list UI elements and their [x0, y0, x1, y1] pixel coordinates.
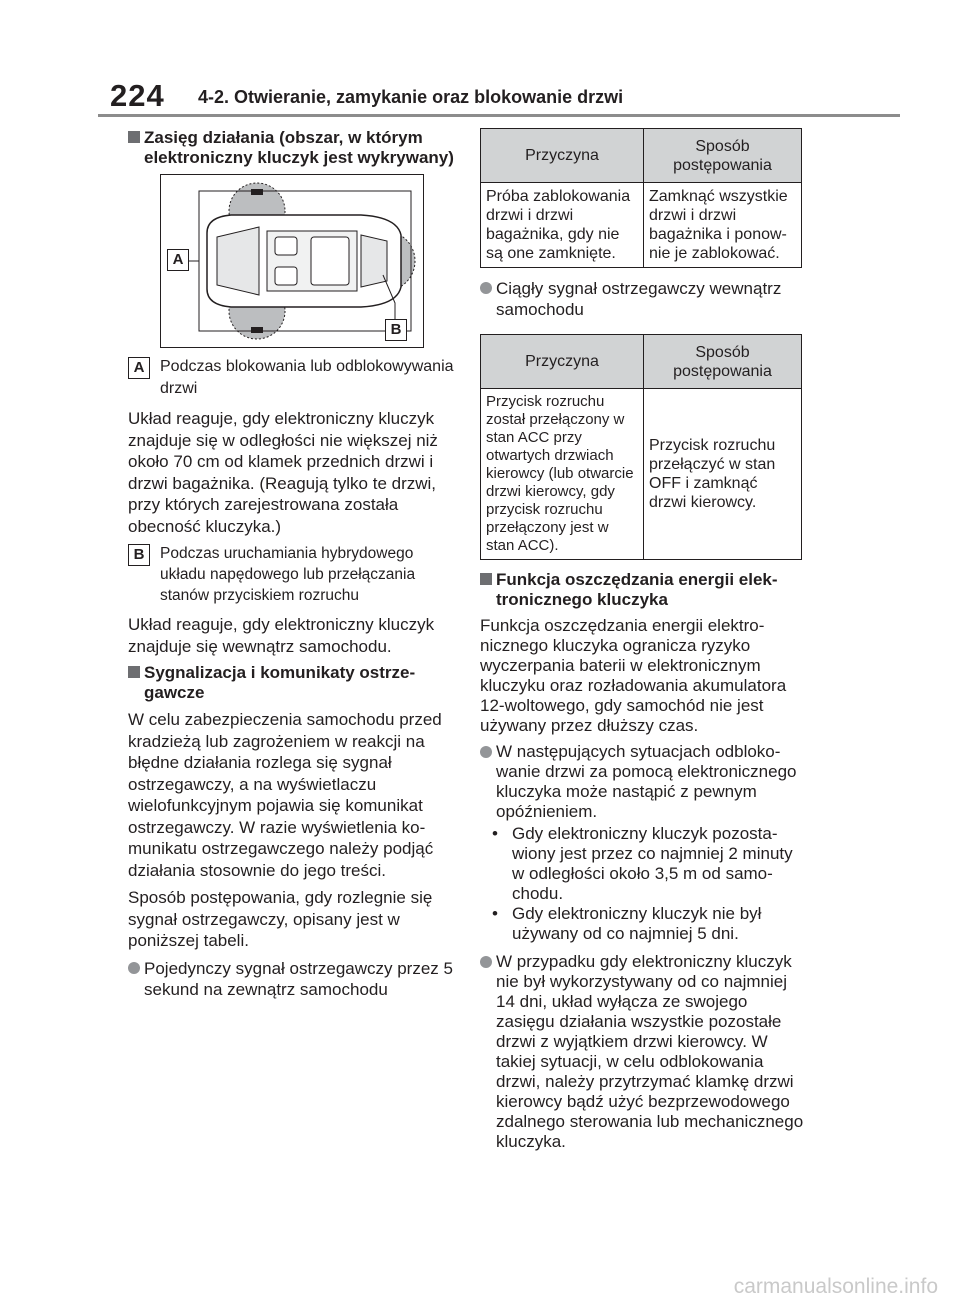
bullet-14days [480, 952, 804, 1152]
handle-marker-top [251, 189, 263, 195]
table-header-cause: Przyczyna [481, 129, 644, 183]
bullet-delay-text: W następujących sytuacjach odblokowanie drzwi za pomocą elektronicznego kluczyka może nastąpić z pewnym opóźnieniem. [496, 742, 797, 821]
range-heading [128, 128, 454, 168]
watermark: carmanualsonline.info [733, 1275, 938, 1298]
dash-item-2-text: Gdy elektroniczny kluczyk nie był używany od co najmniej 5 dni. [512, 904, 762, 943]
item-b [128, 543, 454, 606]
table-row [481, 183, 802, 268]
item-b-text: Podczas uruchamiania hybrydowego układu napędowego lub przełączania stanów przyciskiem rozruchu [160, 545, 416, 604]
bullet-inside-text: Ciągły sygnał ostrzegawczy wewnątrz samochodu [496, 279, 782, 319]
label-b-icon: B [128, 544, 150, 566]
page-number: 224 [110, 78, 165, 113]
paragraph-howto: Sposób postępowania, gdy rozlegnie się sygnał ostrzegawczy, opisany jest w poniższej tabeli. [128, 888, 433, 950]
table-row [481, 389, 802, 560]
rear-seat [311, 237, 349, 285]
table-cell-cause: Próba zablokowania drzwi i drzwi bagażnika, gdy nie są one zamknięte. [481, 183, 644, 268]
round-bullet-icon [480, 956, 492, 968]
item-a [128, 356, 454, 400]
warning-table-2 [480, 334, 802, 560]
bullet-inside [480, 278, 804, 320]
alarm-heading [128, 663, 454, 703]
paragraph-saving: Funkcja oszczędzania energii elektronicznego kluczyka ogranicza ryzyko wyczerpania baterii w elektronicznym kluczyku oraz rozładowania akumulatora 12-woltowego, gdy samochód nie jest używany przez dłuższy czas. [480, 616, 787, 735]
item-a-text: Podczas blokowania lub odblokowywania drzwi [160, 358, 454, 397]
dash-mark: • [492, 904, 498, 923]
table-header-row [481, 335, 802, 389]
front-seat-right [275, 267, 297, 285]
chapter-title: 4-2. Otwieranie, zamykanie oraz blokowanie drzwi [198, 87, 624, 107]
table-cell-action: Przycisk rozruchu przełączyć w stan OFF i zamknąć drzwi kierowcy. [644, 389, 802, 560]
dash-mark: • [492, 824, 498, 843]
left-column [128, 128, 454, 1008]
paragraph-a: Układ reaguje, gdy elektroniczny kluczyk znajduje się w odległości nie większej niż około 70 cm od klamek przednich drzwi i drzwi bagażnika. (Reagują tylko te drzwi, przy których zarejestrowana została obecność kluczyka.) [128, 409, 438, 536]
paragraph-alarm: W celu zabezpieczenia samochodu przed kradzieżą lub zagrożeniem w reakcji na błędne działania rozlega się sygnał ostrzegawczy, a na wyświetlaczu wielofunkcyjnym pojawia się komunikat ostrzegawczy. W razie wyświetlenia komunikatu ostrzegawczego należy podjąć działania stosownie do jego treści. [128, 710, 442, 880]
header-rule [98, 114, 900, 117]
figure-label-b: B [385, 319, 407, 341]
table-header-row [481, 129, 802, 183]
range-heading-text: Zasięg działania (obszar, w którym elektroniczny kluczyk jest wykrywany) [144, 128, 454, 167]
table-cell-action: Zamknąć wszystkie drzwi i drzwi bagażnika i ponownie je zablokować. [644, 183, 802, 268]
car-range-diagram [161, 175, 423, 347]
table-header-action: Sposób postępowania [644, 335, 802, 389]
dash-item-1 [480, 824, 804, 904]
bullet-outside-text: Pojedynczy sygnał ostrzegawczy przez 5 sekund na zewnątrz samochodu [144, 958, 453, 999]
bullet-delay [480, 742, 804, 822]
warning-table-1 [480, 128, 802, 268]
table-header-cause: Przyczyna [481, 335, 644, 389]
front-seat-left [275, 237, 297, 255]
table-cell-cause: Przycisk rozruchu został przełączony w stan ACC przy otwartych drzwiach kierowcy (lub otwarcie drzwi kierowcy, gdy przycisk rozruchu przełączony jest w stan ACC). [481, 389, 644, 560]
saving-heading [480, 570, 804, 610]
round-bullet-icon [480, 282, 492, 294]
round-bullet-icon [480, 746, 492, 758]
handle-marker-bottom [251, 327, 263, 333]
round-bullet-icon [128, 962, 140, 974]
dash-item-1-text: Gdy elektroniczny kluczyk pozostawiony jest przez co najmniej 2 minuty w odległości około 3,5 m od samochodu. [512, 824, 793, 903]
dash-item-2 [480, 904, 804, 944]
right-column [480, 128, 804, 1160]
saving-heading-text: Funkcja oszczędzania energii elektronicznego kluczyka [496, 570, 778, 609]
square-bullet-icon [128, 131, 140, 143]
windshield [217, 227, 259, 295]
page-header [84, 78, 900, 118]
range-figure [160, 174, 424, 348]
label-a-icon: A [128, 357, 150, 379]
figure-label-a: A [167, 249, 189, 271]
table-header-action: Sposób postępowania [644, 129, 802, 183]
bullet-14days-text: W przypadku gdy elektroniczny kluczyk nie był wykorzystywany od co najmniej 14 dni, układ wyłącza ze swojego zasięgu działania wszystkie pozostałe drzwi z wyjątkiem drzwi kierowcy. W takiej sytuacji, w celu odblokowania drzwi, należy przytrzymać klamkę drzwi kierowcy bądź użyć bezprzewodowego zdalnego sterowania lub mechanicznego kluczyka. [496, 952, 804, 1151]
paragraph-b: Układ reaguje, gdy elektroniczny kluczyk znajduje się wewnątrz samochodu. [128, 615, 435, 656]
rear-window [361, 235, 387, 287]
square-bullet-icon [128, 666, 140, 678]
square-bullet-icon [480, 573, 492, 585]
alarm-heading-text: Sygnalizacja i komunikaty ostrzegawcze [144, 663, 416, 702]
bullet-outside [128, 958, 454, 1000]
